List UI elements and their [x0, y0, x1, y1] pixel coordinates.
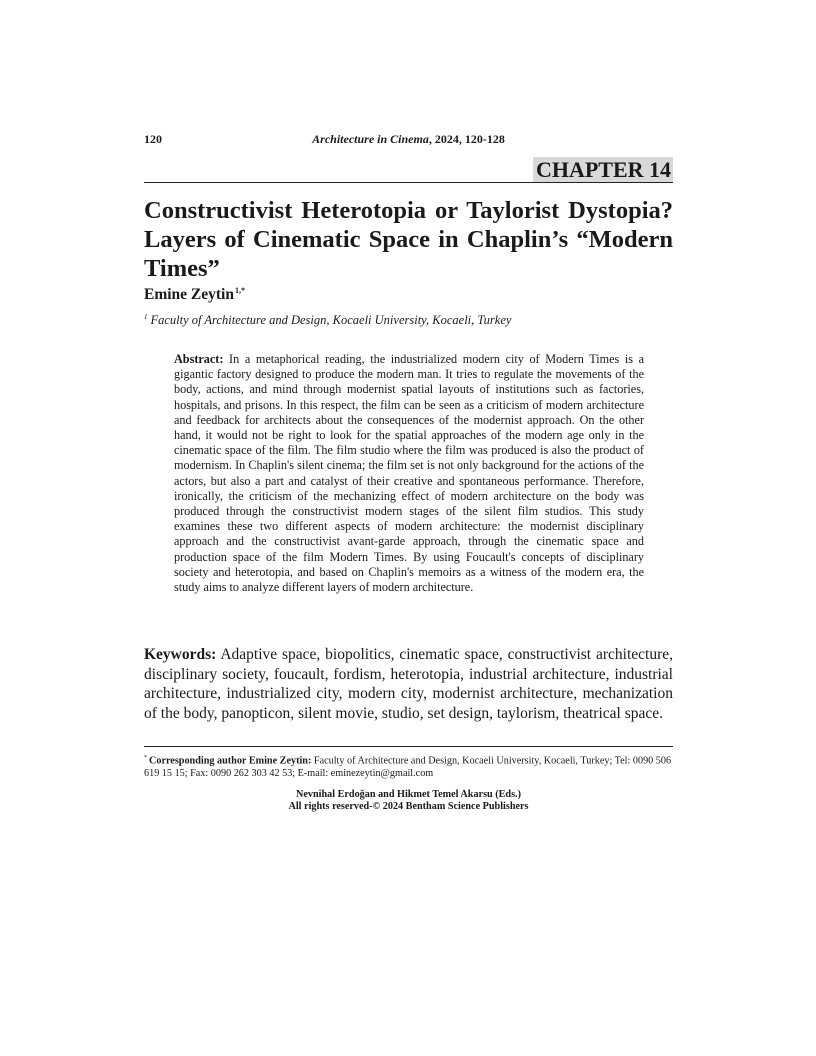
- corresponding-author-footnote: [144, 752, 673, 781]
- chapter-label: CHAPTER 14: [533, 157, 673, 182]
- author-marker: 1,*: [235, 286, 245, 295]
- author-line: [144, 286, 245, 304]
- journal-name: Architecture in Cinema: [312, 132, 429, 146]
- abstract-label: Abstract:: [174, 352, 224, 366]
- affiliation: [144, 313, 511, 328]
- footnote-rule: [144, 746, 673, 747]
- author-name: Emine Zeytin: [144, 286, 234, 304]
- journal-citation: [144, 132, 673, 147]
- keywords: [144, 645, 673, 723]
- journal-volume-pages: , 2024, 120-128: [428, 132, 505, 146]
- copyright-line: All rights reserved-© 2024 Bentham Science Publishers: [288, 801, 529, 813]
- footnote-marker: *: [144, 755, 147, 761]
- editors-block: [144, 789, 673, 814]
- keywords-label: Keywords:: [144, 646, 217, 663]
- affiliation-text: Faculty of Architecture and Design, Kocaeli University, Kocaeli, Turkey: [150, 313, 512, 328]
- abstract: [174, 352, 644, 595]
- chapter-title: Constructivist Heterotopia or Taylorist Dystopia? Layers of Cinematic Space in Chaplin’s “Modern Times”: [144, 197, 673, 282]
- keywords-text: Adaptive space, biopolitics, cinematic space, constructivist architecture, disciplinary society, foucault, fordism, heterotopia, industrial architecture, industrial architecture, industrialized city, modern city, modernist architecture, mechanization of the body, panopticon, silent movie, studio, set design, taylorism, theatrical space.: [144, 646, 673, 722]
- footnote-text: Faculty of Architecture and Design, Kocaeli University, Kocaeli, Turkey; Tel: 0090 506 619 15 15; Fax: 0090 262 303 42 53; E-mail: eminezeytin@gmail.com: [144, 755, 672, 779]
- header-rule: [144, 182, 673, 183]
- affiliation-marker: 1: [144, 313, 148, 321]
- running-head: [144, 132, 673, 148]
- footnote-label: Corresponding author Emine Zeytin:: [149, 755, 312, 767]
- editors-names: Nevnihal Erdoğan and Hikmet Temel Akarsu (Eds.): [295, 789, 521, 800]
- abstract-text: In a metaphorical reading, the industrialized modern city of Modern Times is a gigantic factory designed to produce the modern man. It tries to regulate the movements of the body, actions, and mind through modernist spatial layouts of institutions such as factories, hospitals, and prisons. In this respect, the film can be seen as a criticism of modern architecture and feedback for architects about the consequences of the modernist approach. On the other hand, it would not be right to look for the spatial approaches of the modern age only in the cinematic space of the film. The film studio where the film was produced is also the product of modernism. In Chaplin's silent cinema; the film set is not only background for the actions of the actors, but also a part and catalyst of their creative and spontaneous performance. Therefore, ironically, the criticism of the mechanizing effect of modern architecture on the body was produced through the constructivist modern stages of the silent film studios. This study examines these two different aspects of modern architecture: the modernist disciplinary approach and the constructivist avant-garde approach, through the cinematic space and production space of the film Modern Times. By using Foucault's concepts of disciplinary society and heterotopia, and based on Chaplin's memoirs as a witness of the modern era, the study aims to analyze different layers of modern architecture.: [174, 352, 645, 595]
- page-number: 120: [144, 132, 162, 146]
